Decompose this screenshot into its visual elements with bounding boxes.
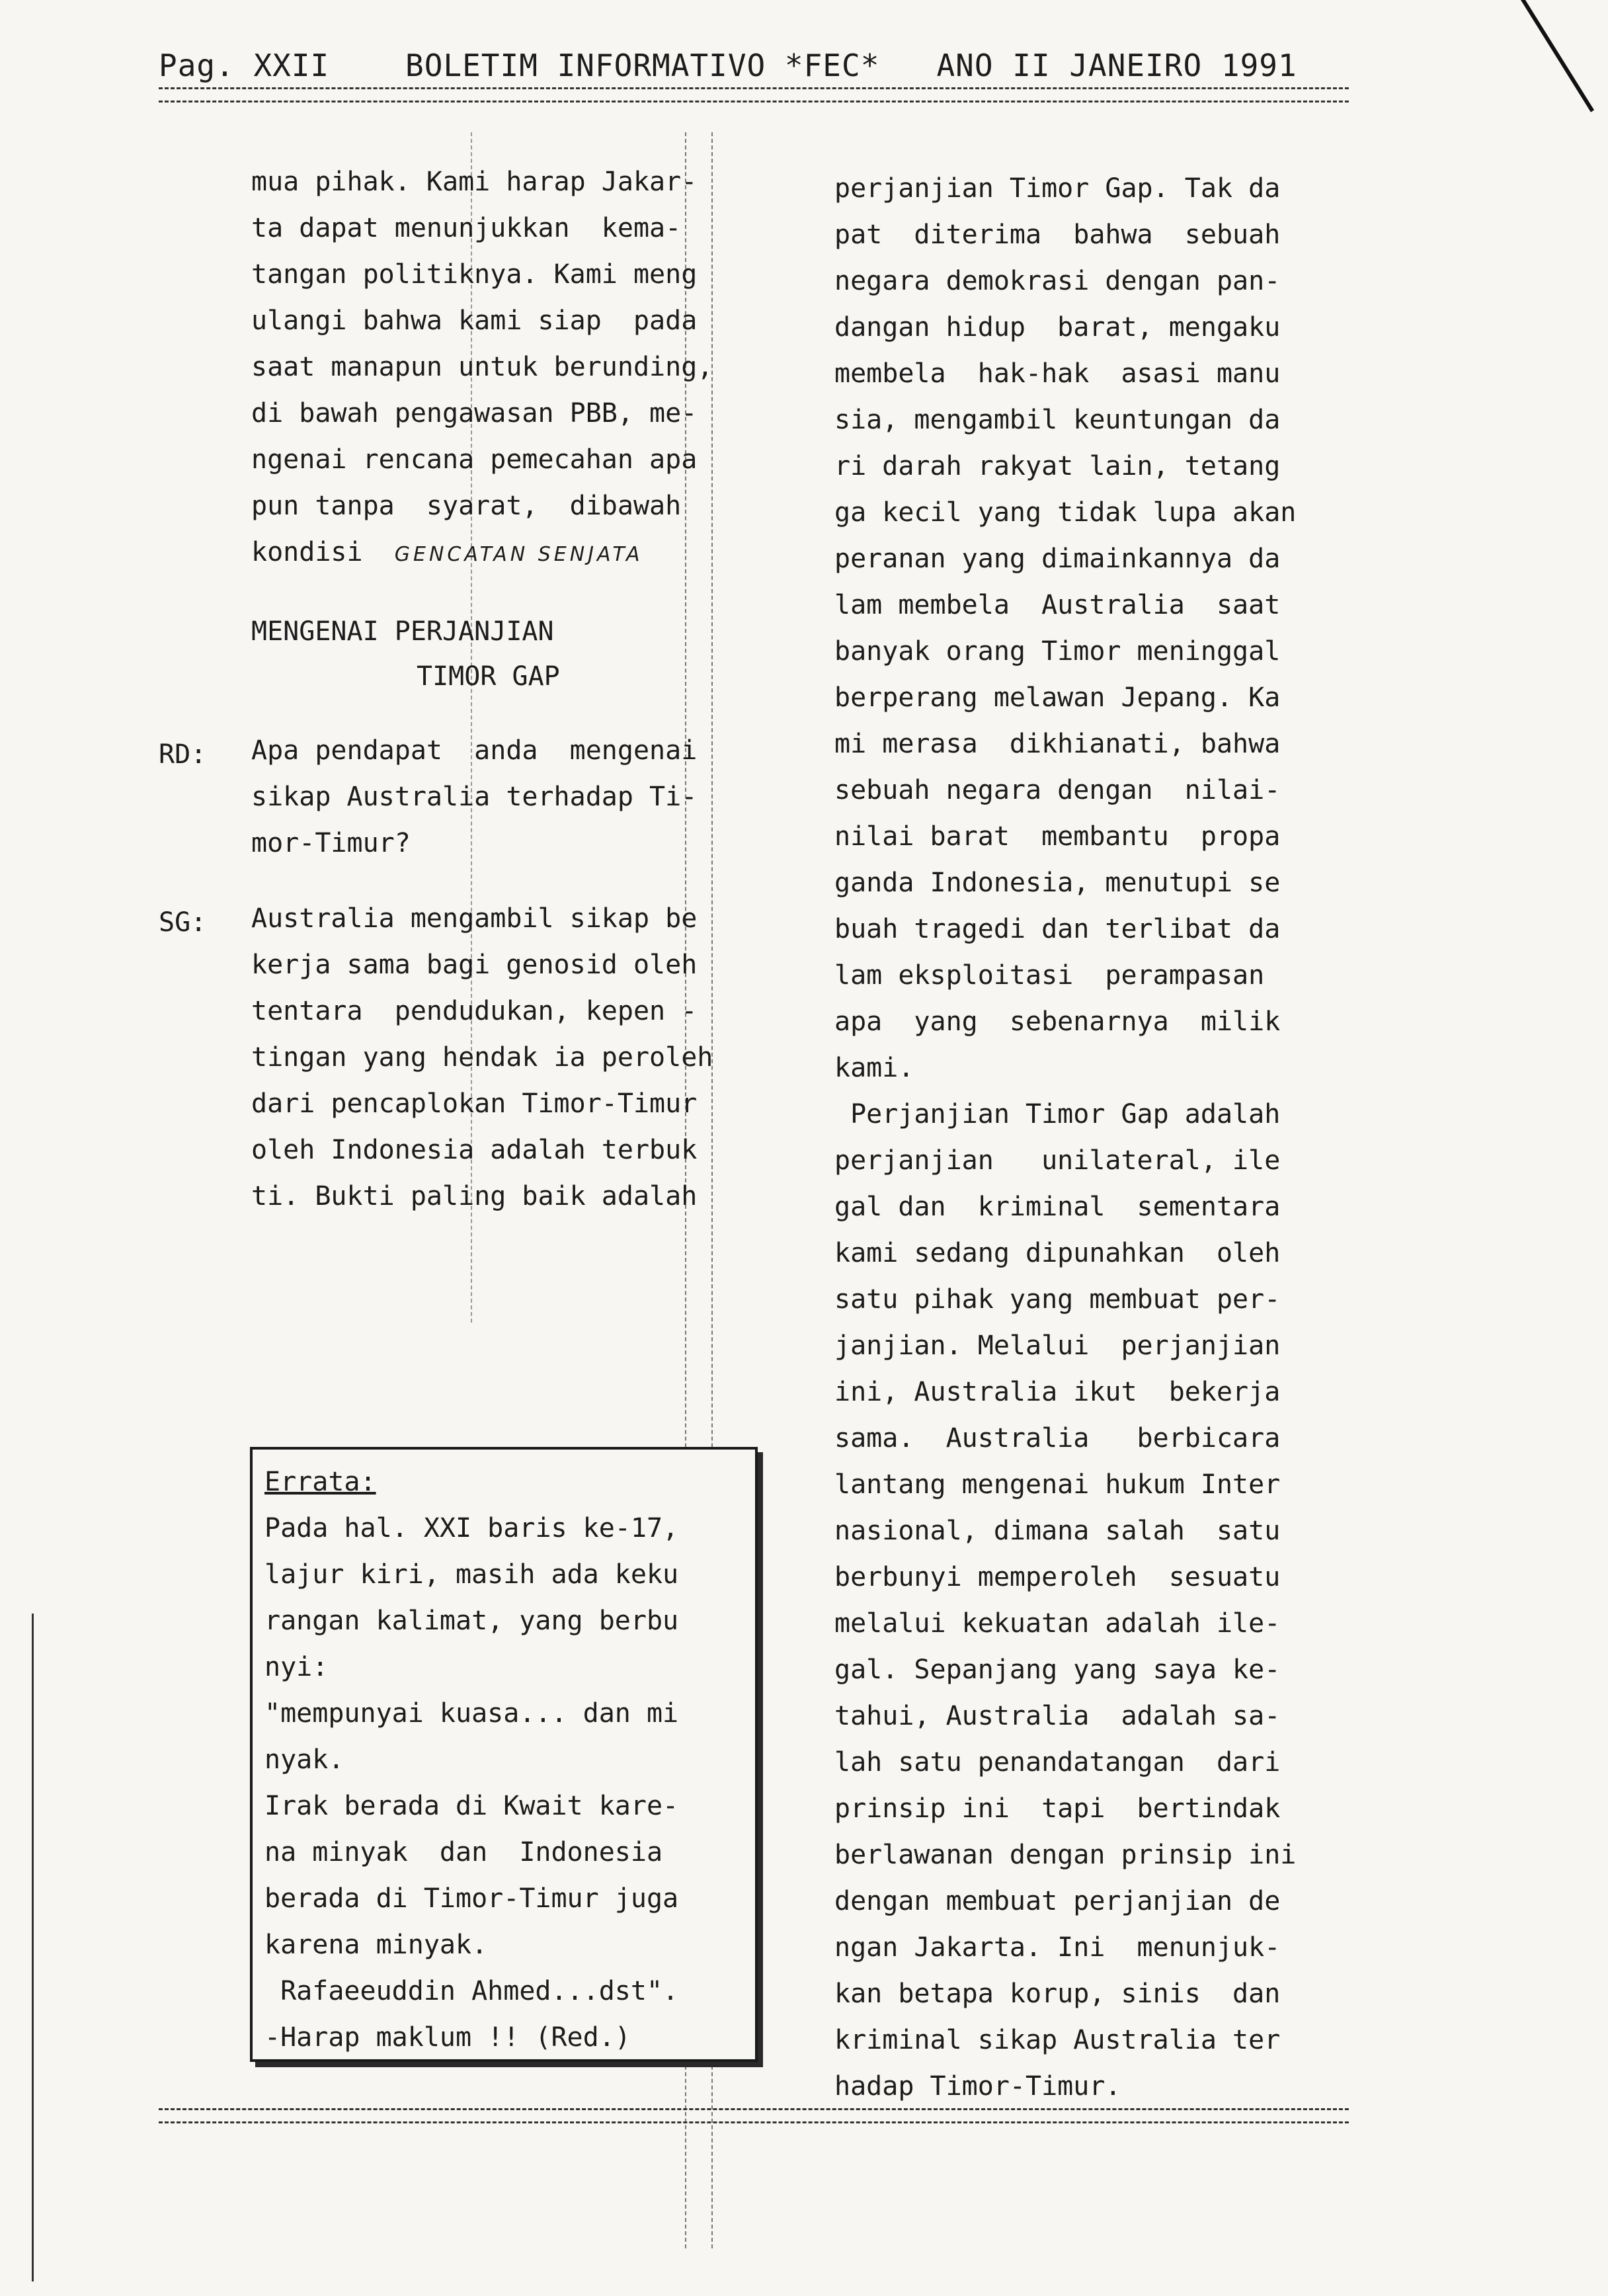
text-line: apa yang sebenarnya milik <box>834 1006 1281 1037</box>
text-line: ta dapat menunjukkan kema- <box>251 213 682 243</box>
text-line: kan betapa korup, sinis dan <box>834 1979 1281 2009</box>
text-line: Australia mengambil sikap be <box>251 903 698 934</box>
header-rule <box>159 101 1349 102</box>
text-line: pat diterima bahwa sebuah <box>834 220 1281 250</box>
text-line: karena minyak. <box>264 1930 488 1960</box>
text-line: ti. Bukti paling baik adalah <box>251 1181 698 1211</box>
text-line: ganda Indonesia, menutupi se <box>834 868 1281 898</box>
text-line: Perjanjian Timor Gap adalah <box>834 1099 1281 1129</box>
text-line: sikap Australia terhadap Ti- <box>251 782 698 812</box>
text-line: lantang mengenai hukum Inter <box>834 1469 1281 1500</box>
text-line: oleh Indonesia adalah terbuk <box>251 1135 698 1165</box>
text-line: melalui kekuatan adalah ile- <box>834 1608 1281 1639</box>
text-line: Irak berada di Kwait kare- <box>264 1791 679 1821</box>
margin-line <box>32 1614 34 2281</box>
text-line: berlawanan dengan prinsip ini <box>834 1840 1297 1870</box>
text-line: kami. <box>834 1053 914 1083</box>
text-line: Pada hal. XXI baris ke-17, <box>264 1513 679 1543</box>
text-line: tahui, Australia adalah sa- <box>834 1701 1281 1731</box>
text-line: dangan hidup barat, mengaku <box>834 312 1281 343</box>
text-line: rangan kalimat, yang berbu <box>264 1606 679 1636</box>
text-line: nyi: <box>264 1652 329 1682</box>
text-line: hadap Timor-Timur. <box>834 2071 1121 2102</box>
text-line: mua pihak. Kami harap Jakar- <box>251 167 698 197</box>
section-heading: MENGENAI PERJANJIAN <box>251 616 554 647</box>
text-line: lam membela Australia saat <box>834 590 1281 620</box>
text-line: Apa pendapat anda mengenai <box>251 735 698 766</box>
right-column <box>834 165 1377 2110</box>
text-line: nyak. <box>264 1744 344 1775</box>
text-line: prinsip ini tapi bertindak <box>834 1793 1281 1824</box>
text-line: dari pencaplokan Timor-Timur <box>251 1088 698 1119</box>
text-line: berbunyi memperoleh sesuatu <box>834 1562 1281 1592</box>
pen-stroke-mark <box>1521 0 1594 112</box>
text-line: di bawah pengawasan PBB, me- <box>251 398 698 429</box>
text-line: sia, mengambil keuntungan da <box>834 405 1281 435</box>
text-line: lajur kiri, masih ada keku <box>264 1559 679 1590</box>
text-fragment: kondisi <box>251 537 363 567</box>
text-line: tentara pendudukan, kepen - <box>251 996 698 1026</box>
text-line: tingan yang hendak ia peroleh <box>251 1042 713 1073</box>
errata-box <box>250 1447 758 2062</box>
text-line: gal dan kriminal sementara <box>834 1192 1281 1222</box>
text-line: kami sedang dipunahkan oleh <box>834 1238 1281 1268</box>
text-line: negara demokrasi dengan pan- <box>834 266 1281 296</box>
text-line: satu pihak yang membuat per- <box>834 1284 1281 1315</box>
text-line <box>251 529 780 578</box>
text-line: nasional, dimana salah satu <box>834 1516 1281 1546</box>
text-line: tangan politiknya. Kami meng <box>251 259 698 290</box>
text-line: lah satu penandatangan dari <box>834 1747 1281 1778</box>
spacer <box>363 537 395 567</box>
text-line: Rafaeeuddin Ahmed...dst". <box>264 1976 679 2006</box>
text-line: na minyak dan Indonesia <box>264 1837 663 1867</box>
text-line: lam eksploitasi perampasan <box>834 960 1265 991</box>
text-line: pun tanpa syarat, dibawah <box>251 491 682 521</box>
section-heading: TIMOR GAP <box>417 661 560 692</box>
text-line: "mempunyai kuasa... dan mi <box>264 1698 679 1729</box>
footer-rule <box>159 2121 1349 2123</box>
sg-answer <box>251 895 713 1219</box>
text-line: banyak orang Timor meninggal <box>834 636 1281 667</box>
text-line: ulangi bahwa kami siap pada <box>251 306 698 336</box>
errata-content <box>264 1459 678 2061</box>
rd-question <box>251 727 697 866</box>
text-line: perjanjian Timor Gap. Tak da <box>834 173 1281 204</box>
text-line: ini, Australia ikut bekerja <box>834 1377 1281 1407</box>
text-line: ri darah rakyat lain, tetang <box>834 451 1281 481</box>
speaker-label-sg: SG: <box>159 907 207 938</box>
text-line: berperang melawan Jepang. Ka <box>834 682 1281 713</box>
text-line: mor-Timur? <box>251 828 411 858</box>
text-line: ga kecil yang tidak lupa akan <box>834 497 1297 528</box>
errata-title: Errata: <box>264 1467 376 1497</box>
text-line: saat manapun untuk berunding, <box>251 352 713 382</box>
text-line: mi merasa dikhianati, bahwa <box>834 729 1281 759</box>
text-line: janjian. Melalui perjanjian <box>834 1331 1281 1361</box>
text-line: sebuah negara dengan nilai- <box>834 775 1281 805</box>
text-line: berada di Timor-Timur juga <box>264 1883 679 1914</box>
speaker-label-rd: RD: <box>159 739 207 770</box>
text-line: membela hak-hak asasi manu <box>834 358 1281 389</box>
text-line: dengan membuat perjanjian de <box>834 1886 1281 1916</box>
text-line: kriminal sikap Australia ter <box>834 2025 1281 2055</box>
left-column-intro <box>251 159 780 578</box>
text-line: ngan Jakarta. Ini menunjuk- <box>834 1932 1281 1963</box>
text-line: buah tragedi dan terlibat da <box>834 914 1281 944</box>
text-line: -Harap maklum !! (Red.) <box>264 2022 631 2053</box>
text-line: nilai barat membantu propa <box>834 821 1281 852</box>
text-line: kerja sama bagi genosid oleh <box>251 950 698 980</box>
footer-rule <box>159 2108 1349 2110</box>
text-line: ngenai rencana pemecahan apa <box>251 444 698 475</box>
text-line: peranan yang dimainkannya da <box>834 544 1281 574</box>
handwritten-note: GENCATAN SENJATA <box>394 543 643 566</box>
text-line: sama. Australia berbicara <box>834 1423 1281 1454</box>
text-line: perjanjian unilateral, ile <box>834 1145 1281 1176</box>
page-header: Pag. XXII BOLETIM INFORMATIVO *FEC* ANO II JANEIRO 1991 <box>159 48 1297 83</box>
text-line: gal. Sepanjang yang saya ke- <box>834 1655 1281 1685</box>
header-rule <box>159 87 1349 89</box>
